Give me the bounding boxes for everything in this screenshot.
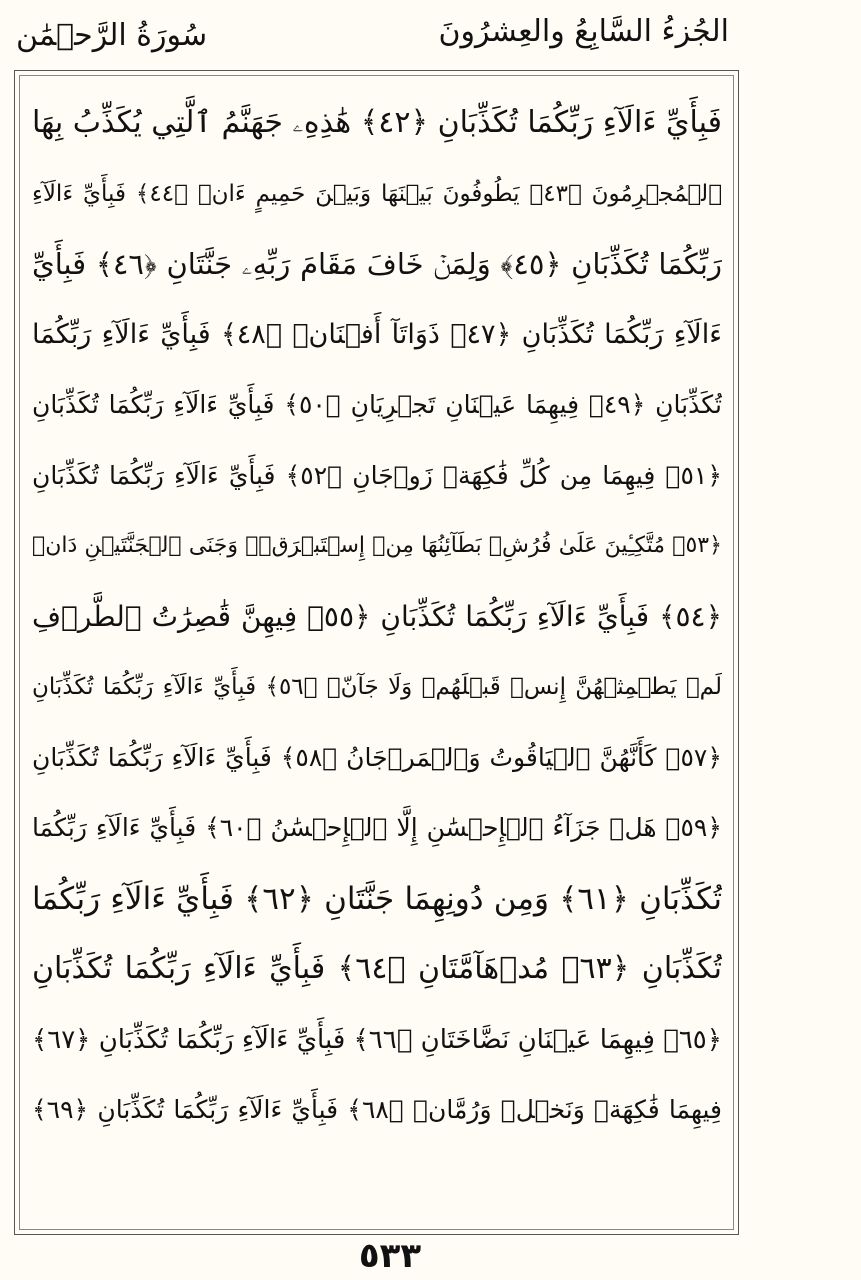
verse-line: ﴿٥٧﴾ كَأَنَّهُنَّ ٱلۡيَاقُوتُ وَٱلۡمَرۡجَانُ ﴿٥٨﴾ فَبِأَيِّ ءَالَآءِ رَبِّكُمَا تُكَذِّبَانِ bbox=[32, 742, 722, 772]
verse-line: ﴿٥٣﴾ مُتَّكِـِٔينَ عَلَىٰ فُرُشِۭ بَطَآئِنُهَا مِنۡ إِسۡتَبۡرَقٖۚ وَجَنَى ٱلۡجَنَّتَيۡنِ دَانٖ bbox=[32, 533, 722, 558]
verse-line: ﴿٥١﴾ فِيهِمَا مِن كُلِّ فَٰكِهَةٖ زَوۡجَانِ ﴿٥٢﴾ فَبِأَيِّ ءَالَآءِ رَبِّكُمَا تُكَذِّبَانِ bbox=[32, 460, 722, 490]
verse-line: تُكَذِّبَانِ ﴿٦١﴾ وَمِن دُونِهِمَا جَنَّتَانِ ﴿٦٢﴾ فَبِأَيِّ ءَالَآءِ رَبِّكُمَا bbox=[32, 880, 722, 917]
verse-line: رَبِّكُمَا تُكَذِّبَانِ ﴿٤٥﴾ وَلِمَنۡ خَافَ مَقَامَ رَبِّهِۦ جَنَّتَانِ ﴿٤٦﴾ فَبِأَيِّ bbox=[32, 247, 722, 281]
verse-line: ٱلۡمُجۡرِمُونَ ﴿٤٣﴾ يَطُوفُونَ بَيۡنَهَا وَبَيۡنَ حَمِيمٍ ءَانٖ ﴿٤٤﴾ فَبِأَيِّ ءَالَآءِ bbox=[32, 180, 722, 207]
verse-line: لَمۡ يَطۡمِثۡهُنَّ إِنسٞ قَبۡلَهُمۡ وَلَا جَآنّٞ ﴿٥٦﴾ فَبِأَيِّ ءَالَآءِ رَبِّكُمَا تُكَذِّبَانِ bbox=[32, 674, 722, 700]
surah-title: سُورَةُ الرَّحۡمَٰن bbox=[16, 18, 208, 53]
verse-line: ءَالَآءِ رَبِّكُمَا تُكَذِّبَانِ ﴿٤٧﴾ ذَوَاتَآ أَفۡنَانٖ ﴿٤٨﴾ فَبِأَيِّ ءَالَآءِ رَبِّكُمَا bbox=[32, 318, 722, 350]
verse-line: فَبِأَيِّ ءَالَآءِ رَبِّكُمَا تُكَذِّبَانِ ﴿٤٢﴾ هَٰذِهِۦ جَهَنَّمُ ٱلَّتِي يُكَذِّبُ بِهَا bbox=[32, 105, 722, 140]
verse-line: ﴿٥٩﴾ هَلۡ جَزَآءُ ٱلۡإِحۡسَٰنِ إِلَّا ٱلۡإِحۡسَٰنُ ﴿٦٠﴾ فَبِأَيِّ ءَالَآءِ رَبِّكُمَا bbox=[32, 813, 722, 842]
verse-line: تُكَذِّبَانِ ﴿٦٣﴾ مُدۡهَآمَّتَانِ ﴿٦٤﴾ فَبِأَيِّ ءَالَآءِ رَبِّكُمَا تُكَذِّبَانِ bbox=[32, 951, 722, 986]
verse-line: ﴿٥٤﴾ فَبِأَيِّ ءَالَآءِ رَبِّكُمَا تُكَذِّبَانِ ﴿٥٥﴾ فِيهِنَّ قَٰصِرَٰتُ ٱلطَّرۡفِ bbox=[32, 599, 722, 633]
verse-line: ﴿٦٥﴾ فِيهِمَا عَيۡنَانِ نَضَّاخَتَانِ ﴿٦٦﴾ فَبِأَيِّ ءَالَآءِ رَبِّكُمَا تُكَذِّبَانِ ﴿٦٧﴾ bbox=[32, 1024, 722, 1055]
verse-line: تُكَذِّبَانِ ﴿٤٩﴾ فِيهِمَا عَيۡنَانِ تَجۡرِيَانِ ﴿٥٠﴾ فَبِأَيِّ ءَالَآءِ رَبِّكُمَا تُكَذِّبَانِ bbox=[32, 390, 722, 419]
verse-line: فِيهِمَا فَٰكِهَةٞ وَنَخۡلٞ وَرُمَّانٞ ﴿٦٨﴾ فَبِأَيِّ ءَالَآءِ رَبِّكُمَا تُكَذِّبَانِ ﴿٦٩﴾ bbox=[32, 1095, 722, 1124]
juz-title: الجُزءُ السَّابِعُ والعِشرُونَ bbox=[438, 14, 729, 49]
page-header bbox=[0, 0, 861, 70]
verse-lines bbox=[32, 88, 722, 1146]
page-number: ٥٣٣ bbox=[358, 1236, 422, 1276]
